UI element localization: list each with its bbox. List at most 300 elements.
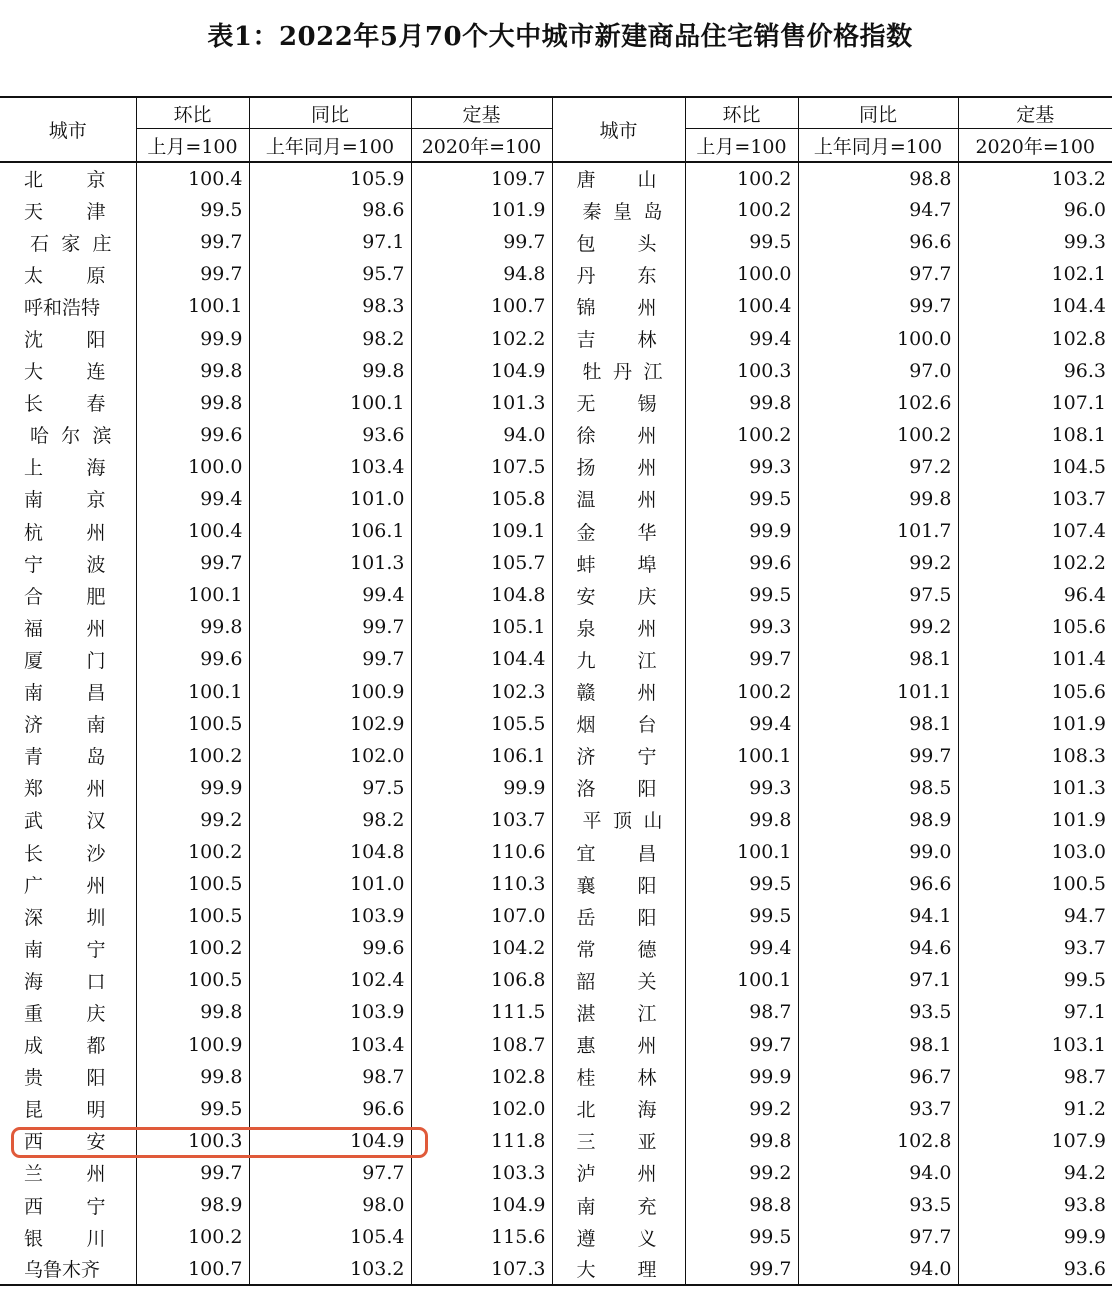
base-cell-right: 104.4 bbox=[958, 290, 1112, 322]
mom-cell-right: 100.2 bbox=[685, 676, 798, 708]
table-body bbox=[0, 162, 1112, 1285]
city-cell-left bbox=[0, 290, 136, 322]
table-row bbox=[0, 1125, 1112, 1157]
mom-cell-left: 100.1 bbox=[136, 290, 249, 322]
city-name: 徐 州 bbox=[576, 425, 657, 448]
table-row bbox=[0, 836, 1112, 868]
col-subheader-mom-left: 上月=100 bbox=[136, 129, 249, 163]
yoy-cell-right: 94.0 bbox=[798, 1253, 958, 1285]
base-cell-right: 105.6 bbox=[958, 611, 1112, 643]
table-row bbox=[0, 804, 1112, 836]
city-cell-right bbox=[552, 387, 685, 419]
yoy-cell-left: 99.8 bbox=[249, 355, 411, 387]
base-cell-right: 97.1 bbox=[958, 996, 1112, 1028]
yoy-cell-left: 102.9 bbox=[249, 708, 411, 740]
city-name: 石 家 庄 bbox=[30, 232, 112, 255]
table-row bbox=[0, 290, 1112, 322]
table-row bbox=[0, 162, 1112, 194]
mom-cell-left: 100.5 bbox=[136, 868, 249, 900]
yoy-cell-left: 105.9 bbox=[249, 162, 411, 194]
base-cell-left: 105.7 bbox=[411, 547, 552, 579]
city-name: 南 宁 bbox=[24, 938, 106, 961]
city-name: 成 都 bbox=[24, 1035, 106, 1058]
base-cell-right: 103.2 bbox=[958, 162, 1112, 194]
base-cell-right: 107.1 bbox=[958, 387, 1112, 419]
yoy-cell-left: 103.2 bbox=[249, 1253, 411, 1285]
mom-cell-left: 99.5 bbox=[136, 1093, 249, 1125]
yoy-cell-right: 98.8 bbox=[798, 162, 958, 194]
city-name: 上 海 bbox=[24, 457, 106, 480]
city-cell-left bbox=[0, 1093, 136, 1125]
city-cell-right bbox=[552, 226, 685, 258]
yoy-cell-left: 105.4 bbox=[249, 1221, 411, 1253]
mom-cell-left: 99.9 bbox=[136, 322, 249, 354]
base-cell-left: 115.6 bbox=[411, 1221, 552, 1253]
mom-cell-right: 99.8 bbox=[685, 804, 798, 836]
base-cell-left: 104.9 bbox=[411, 355, 552, 387]
city-cell-right bbox=[552, 611, 685, 643]
table-row bbox=[0, 258, 1112, 290]
city-name: 西 安 bbox=[24, 1131, 106, 1154]
city-cell-right bbox=[552, 740, 685, 772]
base-cell-left: 102.2 bbox=[411, 322, 552, 354]
mom-cell-left: 100.1 bbox=[136, 676, 249, 708]
mom-cell-right: 99.9 bbox=[685, 1061, 798, 1093]
city-cell-left bbox=[0, 964, 136, 996]
base-cell-right: 93.7 bbox=[958, 932, 1112, 964]
yoy-cell-left: 103.9 bbox=[249, 900, 411, 932]
city-name: 岳 阳 bbox=[576, 906, 657, 929]
mom-cell-right: 99.8 bbox=[685, 387, 798, 419]
yoy-cell-right: 97.5 bbox=[798, 579, 958, 611]
city-name: 锦 州 bbox=[576, 296, 657, 319]
base-cell-right: 107.4 bbox=[958, 515, 1112, 547]
city-cell-right bbox=[552, 1189, 685, 1221]
city-name: 郑 州 bbox=[24, 778, 106, 801]
base-cell-right: 94.7 bbox=[958, 900, 1112, 932]
table-row bbox=[0, 1093, 1112, 1125]
col-header-yoy-left: 同比 bbox=[249, 97, 411, 129]
yoy-cell-right: 100.2 bbox=[798, 419, 958, 451]
base-cell-right: 108.1 bbox=[958, 419, 1112, 451]
yoy-cell-right: 94.0 bbox=[798, 1157, 958, 1189]
base-cell-left: 102.0 bbox=[411, 1093, 552, 1125]
city-cell-right bbox=[552, 1093, 685, 1125]
yoy-cell-left: 99.7 bbox=[249, 611, 411, 643]
mom-cell-left: 100.0 bbox=[136, 451, 249, 483]
city-cell-left bbox=[0, 868, 136, 900]
mom-cell-right: 99.7 bbox=[685, 1029, 798, 1061]
city-cell-right bbox=[552, 708, 685, 740]
city-cell-left bbox=[0, 804, 136, 836]
mom-cell-left: 100.5 bbox=[136, 964, 249, 996]
col-header-mom-right: 环比 bbox=[685, 97, 798, 129]
base-cell-left: 111.5 bbox=[411, 996, 552, 1028]
city-cell-right bbox=[552, 964, 685, 996]
mom-cell-right: 100.1 bbox=[685, 740, 798, 772]
mom-cell-left: 100.2 bbox=[136, 740, 249, 772]
table-row bbox=[0, 451, 1112, 483]
mom-cell-right: 99.9 bbox=[685, 515, 798, 547]
base-cell-right: 99.9 bbox=[958, 1221, 1112, 1253]
city-name: 襄 阳 bbox=[576, 874, 657, 897]
yoy-cell-left: 102.4 bbox=[249, 964, 411, 996]
table-row bbox=[0, 483, 1112, 515]
mom-cell-right: 99.5 bbox=[685, 1221, 798, 1253]
base-cell-left: 104.2 bbox=[411, 932, 552, 964]
table-row bbox=[0, 900, 1112, 932]
yoy-cell-right: 98.5 bbox=[798, 772, 958, 804]
table-row bbox=[0, 1189, 1112, 1221]
mom-cell-right: 99.3 bbox=[685, 451, 798, 483]
city-name: 九 江 bbox=[576, 649, 657, 672]
city-name: 秦 皇 岛 bbox=[582, 200, 663, 223]
base-cell-left: 106.8 bbox=[411, 964, 552, 996]
col-subheader-yoy-left: 上年同月=100 bbox=[249, 129, 411, 163]
yoy-cell-left: 98.2 bbox=[249, 322, 411, 354]
yoy-cell-left: 97.5 bbox=[249, 772, 411, 804]
base-cell-right: 96.4 bbox=[958, 579, 1112, 611]
yoy-cell-left: 95.7 bbox=[249, 258, 411, 290]
city-cell-left bbox=[0, 322, 136, 354]
city-name: 丹 东 bbox=[576, 264, 657, 287]
city-cell-right bbox=[552, 355, 685, 387]
base-cell-right: 91.2 bbox=[958, 1093, 1112, 1125]
yoy-cell-left: 103.4 bbox=[249, 451, 411, 483]
city-name: 遵 义 bbox=[576, 1227, 657, 1250]
city-cell-left bbox=[0, 1061, 136, 1093]
table-row bbox=[0, 419, 1112, 451]
yoy-cell-right: 97.0 bbox=[798, 355, 958, 387]
base-cell-right: 94.2 bbox=[958, 1157, 1112, 1189]
table-row bbox=[0, 772, 1112, 804]
base-cell-right: 104.5 bbox=[958, 451, 1112, 483]
city-cell-right bbox=[552, 1253, 685, 1285]
mom-cell-right: 99.7 bbox=[685, 643, 798, 675]
city-name: 包 头 bbox=[576, 232, 657, 255]
base-cell-right: 105.6 bbox=[958, 676, 1112, 708]
city-name: 牡 丹 江 bbox=[582, 361, 663, 384]
city-name: 济 南 bbox=[24, 714, 106, 737]
city-cell-left bbox=[0, 515, 136, 547]
city-cell-left bbox=[0, 226, 136, 258]
city-name: 无 锡 bbox=[576, 393, 657, 416]
table-row bbox=[0, 355, 1112, 387]
base-cell-right: 96.3 bbox=[958, 355, 1112, 387]
city-cell-right bbox=[552, 900, 685, 932]
yoy-cell-right: 96.7 bbox=[798, 1061, 958, 1093]
col-subheader-mom-right: 上月=100 bbox=[685, 129, 798, 163]
city-name: 兰 州 bbox=[24, 1163, 106, 1186]
city-name: 扬 州 bbox=[576, 457, 657, 480]
base-cell-left: 94.0 bbox=[411, 419, 552, 451]
base-cell-left: 109.1 bbox=[411, 515, 552, 547]
city-cell-left bbox=[0, 355, 136, 387]
yoy-cell-left: 99.7 bbox=[249, 643, 411, 675]
city-name: 西 宁 bbox=[24, 1195, 106, 1218]
table-row bbox=[0, 579, 1112, 611]
yoy-cell-left: 101.0 bbox=[249, 483, 411, 515]
city-name: 哈 尔 滨 bbox=[30, 425, 112, 448]
mom-cell-left: 100.3 bbox=[136, 1125, 249, 1157]
city-name: 南 充 bbox=[576, 1195, 657, 1218]
mom-cell-right: 99.3 bbox=[685, 611, 798, 643]
yoy-cell-right: 98.1 bbox=[798, 708, 958, 740]
yoy-cell-left: 103.4 bbox=[249, 1029, 411, 1061]
city-name: 北 京 bbox=[24, 169, 106, 192]
city-cell-right bbox=[552, 868, 685, 900]
base-cell-left: 104.9 bbox=[411, 1189, 552, 1221]
base-cell-right: 107.9 bbox=[958, 1125, 1112, 1157]
city-cell-left bbox=[0, 194, 136, 226]
yoy-cell-left: 98.6 bbox=[249, 194, 411, 226]
yoy-cell-right: 100.0 bbox=[798, 322, 958, 354]
table-row bbox=[0, 643, 1112, 675]
city-cell-right bbox=[552, 290, 685, 322]
base-cell-left: 107.5 bbox=[411, 451, 552, 483]
city-cell-left bbox=[0, 772, 136, 804]
mom-cell-left: 100.2 bbox=[136, 1221, 249, 1253]
yoy-cell-right: 94.7 bbox=[798, 194, 958, 226]
yoy-cell-left: 96.6 bbox=[249, 1093, 411, 1125]
city-name: 乌 鲁 木 齐 bbox=[24, 1259, 101, 1282]
city-cell-right bbox=[552, 643, 685, 675]
yoy-cell-left: 104.9 bbox=[249, 1125, 411, 1157]
base-cell-left: 102.3 bbox=[411, 676, 552, 708]
base-cell-right: 103.0 bbox=[958, 836, 1112, 868]
city-name: 太 原 bbox=[24, 264, 106, 287]
city-cell-right bbox=[552, 1157, 685, 1189]
city-cell-right bbox=[552, 451, 685, 483]
mom-cell-right: 99.4 bbox=[685, 322, 798, 354]
table-row bbox=[0, 1253, 1112, 1285]
city-name: 呼 和 浩 特 bbox=[24, 296, 101, 319]
city-name: 海 口 bbox=[24, 970, 106, 993]
mom-cell-right: 100.1 bbox=[685, 964, 798, 996]
mom-cell-right: 99.5 bbox=[685, 483, 798, 515]
table-title: 表1：2022年5月70个大中城市新建商品住宅销售价格指数 bbox=[207, 22, 913, 52]
city-name: 重 庆 bbox=[24, 1002, 106, 1025]
city-cell-left bbox=[0, 258, 136, 290]
table-row bbox=[0, 868, 1112, 900]
yoy-cell-right: 98.1 bbox=[798, 643, 958, 675]
col-header-base-left: 定基 bbox=[411, 97, 552, 129]
mom-cell-left: 100.5 bbox=[136, 708, 249, 740]
base-cell-right: 99.5 bbox=[958, 964, 1112, 996]
city-cell-left bbox=[0, 1157, 136, 1189]
price-index-table bbox=[0, 96, 1112, 1286]
base-cell-left: 103.3 bbox=[411, 1157, 552, 1189]
mom-cell-left: 98.9 bbox=[136, 1189, 249, 1221]
city-cell-right bbox=[552, 1029, 685, 1061]
col-header-yoy-right: 同比 bbox=[798, 97, 958, 129]
mom-cell-left: 99.7 bbox=[136, 547, 249, 579]
base-cell-right: 96.0 bbox=[958, 194, 1112, 226]
base-cell-right: 102.1 bbox=[958, 258, 1112, 290]
base-cell-right: 103.7 bbox=[958, 483, 1112, 515]
city-name: 烟 台 bbox=[576, 714, 657, 737]
col-header-city-right: 城市 bbox=[552, 97, 685, 162]
yoy-cell-left: 100.9 bbox=[249, 676, 411, 708]
mom-cell-left: 100.9 bbox=[136, 1029, 249, 1061]
base-cell-left: 104.4 bbox=[411, 643, 552, 675]
mom-cell-left: 99.2 bbox=[136, 804, 249, 836]
col-header-mom-left: 环比 bbox=[136, 97, 249, 129]
mom-cell-right: 100.4 bbox=[685, 290, 798, 322]
city-name: 银 川 bbox=[24, 1227, 106, 1250]
city-cell-left bbox=[0, 900, 136, 932]
city-cell-right bbox=[552, 162, 685, 194]
mom-cell-left: 99.6 bbox=[136, 419, 249, 451]
mom-cell-left: 100.7 bbox=[136, 1253, 249, 1285]
city-cell-right bbox=[552, 258, 685, 290]
base-cell-left: 110.3 bbox=[411, 868, 552, 900]
mom-cell-right: 99.3 bbox=[685, 772, 798, 804]
city-cell-right bbox=[552, 804, 685, 836]
mom-cell-right: 99.4 bbox=[685, 708, 798, 740]
base-cell-right: 93.6 bbox=[958, 1253, 1112, 1285]
base-cell-right: 100.5 bbox=[958, 868, 1112, 900]
yoy-cell-right: 97.2 bbox=[798, 451, 958, 483]
base-cell-right: 101.3 bbox=[958, 772, 1112, 804]
yoy-cell-left: 104.8 bbox=[249, 836, 411, 868]
city-cell-right bbox=[552, 1125, 685, 1157]
yoy-cell-left: 99.4 bbox=[249, 579, 411, 611]
base-cell-left: 94.8 bbox=[411, 258, 552, 290]
mom-cell-right: 99.6 bbox=[685, 547, 798, 579]
base-cell-left: 107.0 bbox=[411, 900, 552, 932]
city-cell-right bbox=[552, 547, 685, 579]
mom-cell-left: 99.8 bbox=[136, 1061, 249, 1093]
mom-cell-right: 99.2 bbox=[685, 1093, 798, 1125]
yoy-cell-left: 98.2 bbox=[249, 804, 411, 836]
city-name: 洛 阳 bbox=[576, 778, 657, 801]
mom-cell-left: 100.4 bbox=[136, 162, 249, 194]
base-cell-right: 102.2 bbox=[958, 547, 1112, 579]
city-cell-left bbox=[0, 1253, 136, 1285]
base-cell-left: 111.8 bbox=[411, 1125, 552, 1157]
city-cell-right bbox=[552, 932, 685, 964]
table-row bbox=[0, 1061, 1112, 1093]
yoy-cell-right: 102.8 bbox=[798, 1125, 958, 1157]
base-cell-left: 105.5 bbox=[411, 708, 552, 740]
yoy-cell-left: 101.0 bbox=[249, 868, 411, 900]
mom-cell-right: 100.2 bbox=[685, 419, 798, 451]
city-name: 宜 昌 bbox=[576, 842, 657, 865]
yoy-cell-left: 106.1 bbox=[249, 515, 411, 547]
city-name: 南 京 bbox=[24, 489, 106, 512]
city-name: 贵 阳 bbox=[24, 1067, 106, 1090]
yoy-cell-left: 98.3 bbox=[249, 290, 411, 322]
base-cell-right: 108.3 bbox=[958, 740, 1112, 772]
base-cell-right: 101.4 bbox=[958, 643, 1112, 675]
city-cell-right bbox=[552, 676, 685, 708]
city-name: 长 沙 bbox=[24, 842, 106, 865]
yoy-cell-right: 99.2 bbox=[798, 547, 958, 579]
city-cell-left bbox=[0, 1125, 136, 1157]
yoy-cell-left: 97.7 bbox=[249, 1157, 411, 1189]
city-name: 温 州 bbox=[576, 489, 657, 512]
city-cell-right bbox=[552, 515, 685, 547]
city-cell-left bbox=[0, 932, 136, 964]
city-name: 深 圳 bbox=[24, 906, 106, 929]
city-name: 平 顶 山 bbox=[582, 810, 663, 833]
city-cell-left bbox=[0, 643, 136, 675]
table-row bbox=[0, 226, 1112, 258]
city-cell-left bbox=[0, 419, 136, 451]
mom-cell-right: 99.4 bbox=[685, 932, 798, 964]
city-cell-right bbox=[552, 772, 685, 804]
yoy-cell-right: 93.5 bbox=[798, 1189, 958, 1221]
city-cell-left bbox=[0, 740, 136, 772]
mom-cell-left: 99.8 bbox=[136, 996, 249, 1028]
mom-cell-right: 99.5 bbox=[685, 579, 798, 611]
yoy-cell-right: 93.7 bbox=[798, 1093, 958, 1125]
yoy-cell-right: 97.1 bbox=[798, 964, 958, 996]
yoy-cell-left: 100.1 bbox=[249, 387, 411, 419]
mom-cell-right: 99.5 bbox=[685, 868, 798, 900]
base-cell-left: 99.7 bbox=[411, 226, 552, 258]
base-cell-left: 105.1 bbox=[411, 611, 552, 643]
yoy-cell-right: 97.7 bbox=[798, 1221, 958, 1253]
mom-cell-left: 99.7 bbox=[136, 1157, 249, 1189]
mom-cell-left: 99.8 bbox=[136, 611, 249, 643]
yoy-cell-right: 94.6 bbox=[798, 932, 958, 964]
mom-cell-right: 99.2 bbox=[685, 1157, 798, 1189]
mom-cell-left: 99.6 bbox=[136, 643, 249, 675]
city-cell-left bbox=[0, 387, 136, 419]
city-cell-right bbox=[552, 322, 685, 354]
city-cell-left bbox=[0, 1029, 136, 1061]
yoy-cell-left: 97.1 bbox=[249, 226, 411, 258]
yoy-cell-right: 98.1 bbox=[798, 1029, 958, 1061]
yoy-cell-left: 103.9 bbox=[249, 996, 411, 1028]
yoy-cell-left: 101.3 bbox=[249, 547, 411, 579]
mom-cell-right: 99.5 bbox=[685, 900, 798, 932]
yoy-cell-right: 99.8 bbox=[798, 483, 958, 515]
table-row bbox=[0, 322, 1112, 354]
yoy-cell-right: 98.9 bbox=[798, 804, 958, 836]
city-cell-left bbox=[0, 451, 136, 483]
mom-cell-left: 100.4 bbox=[136, 515, 249, 547]
yoy-cell-right: 99.7 bbox=[798, 290, 958, 322]
city-name: 金 华 bbox=[576, 521, 657, 544]
base-cell-right: 98.7 bbox=[958, 1061, 1112, 1093]
city-name: 广 州 bbox=[24, 874, 106, 897]
mom-cell-left: 99.4 bbox=[136, 483, 249, 515]
mom-cell-right: 98.8 bbox=[685, 1189, 798, 1221]
city-cell-left bbox=[0, 836, 136, 868]
city-cell-left bbox=[0, 162, 136, 194]
mom-cell-left: 100.5 bbox=[136, 900, 249, 932]
base-cell-left: 104.8 bbox=[411, 579, 552, 611]
city-cell-right bbox=[552, 996, 685, 1028]
yoy-cell-left: 98.7 bbox=[249, 1061, 411, 1093]
base-cell-left: 108.7 bbox=[411, 1029, 552, 1061]
city-name: 泸 州 bbox=[576, 1163, 657, 1186]
col-subheader-base-right: 2020年=100 bbox=[958, 129, 1112, 163]
city-name: 杭 州 bbox=[24, 521, 106, 544]
mom-cell-left: 100.2 bbox=[136, 932, 249, 964]
city-cell-right bbox=[552, 1221, 685, 1253]
city-name: 青 岛 bbox=[24, 746, 106, 769]
base-cell-left: 105.8 bbox=[411, 483, 552, 515]
mom-cell-right: 99.8 bbox=[685, 1125, 798, 1157]
base-cell-left: 103.7 bbox=[411, 804, 552, 836]
base-cell-left: 110.6 bbox=[411, 836, 552, 868]
yoy-cell-right: 97.7 bbox=[798, 258, 958, 290]
city-name: 南 昌 bbox=[24, 682, 106, 705]
